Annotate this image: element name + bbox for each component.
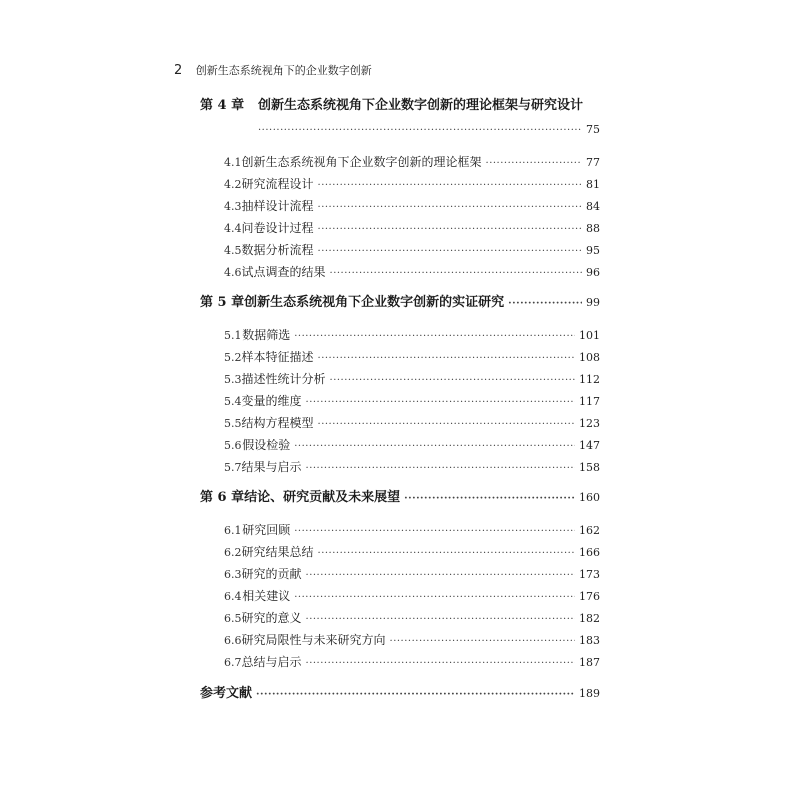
section-number: 6.7	[224, 656, 242, 669]
toc-entry[interactable]	[224, 437, 600, 455]
toc-entry[interactable]	[224, 327, 600, 345]
chapter-5-heading[interactable]	[200, 295, 600, 312]
references-entry[interactable]	[200, 686, 600, 703]
section-page: 96	[586, 266, 600, 279]
references-title: 参考文献	[200, 686, 253, 701]
section-page: 173	[579, 568, 600, 581]
section-number: 6.3	[224, 568, 242, 581]
toc-entry[interactable]	[224, 349, 600, 367]
section-page: 187	[579, 656, 600, 669]
leader-dots	[294, 590, 575, 606]
toc-entry[interactable]	[224, 242, 600, 260]
leader-dots	[404, 491, 575, 507]
section-title: 数据分析流程	[241, 243, 314, 257]
section-page: 112	[579, 373, 600, 386]
section-title: 抽样设计流程	[241, 199, 314, 213]
section-page: 158	[579, 461, 600, 474]
toc-entry[interactable]	[224, 544, 600, 562]
chapter-title: 结论、研究贡献及未来展望	[244, 490, 401, 505]
section-page: 123	[579, 417, 600, 430]
section-number: 6.2	[224, 546, 242, 559]
chapter-6-heading[interactable]	[200, 490, 600, 507]
section-title: 样本特征描述	[241, 350, 314, 364]
section-page: 84	[586, 200, 600, 213]
leader-dots	[330, 266, 582, 282]
leader-dots	[256, 687, 575, 703]
section-title: 研究流程设计	[241, 177, 314, 191]
section-number: 4.3	[224, 200, 242, 213]
toc-entry[interactable]	[224, 198, 600, 216]
section-number: 5.2	[224, 351, 242, 364]
leader-dots	[318, 244, 582, 260]
toc-entry[interactable]	[224, 371, 600, 389]
section-title: 结构方程模型	[241, 416, 314, 430]
section-title: 研究回顾	[242, 523, 291, 537]
section-title: 变量的维度	[241, 394, 302, 408]
chapter-label: 第 4 章	[200, 98, 245, 113]
section-title: 结果与启示	[241, 460, 302, 474]
leader-dots	[318, 417, 575, 433]
leader-dots	[306, 395, 575, 411]
section-title: 数据筛选	[242, 328, 291, 342]
section-number: 4.5	[224, 244, 242, 257]
chapter-title: 创新生态系统视角下企业数字创新的理论框架与研究设计	[258, 98, 584, 113]
toc-entry[interactable]	[224, 610, 600, 628]
section-number: 5.1	[224, 329, 242, 342]
chapter-page: 75	[586, 123, 600, 136]
section-number: 4.2	[224, 178, 242, 191]
section-page: 88	[586, 222, 600, 235]
section-page: 117	[579, 395, 600, 408]
section-page: 183	[579, 634, 600, 647]
leader-dots	[318, 178, 582, 194]
leader-dots	[294, 439, 575, 455]
section-title: 研究的贡献	[241, 567, 302, 581]
toc-entry[interactable]	[224, 393, 600, 411]
chapter-page: 99	[586, 296, 600, 309]
section-page: 162	[579, 524, 600, 537]
section-page: 81	[586, 178, 600, 191]
chapter-4-heading[interactable]	[200, 98, 600, 114]
section-page: 166	[579, 546, 600, 559]
leader-dots	[508, 296, 582, 312]
chapter-label: 第 5 章	[200, 295, 245, 310]
running-header	[174, 62, 372, 78]
leader-dots	[486, 156, 582, 172]
leader-dots	[318, 222, 582, 238]
section-number: 4.6	[224, 266, 242, 279]
toc-entry[interactable]	[224, 522, 600, 540]
running-title: 创新生态系统视角下的企业数字创新	[195, 64, 372, 77]
toc-entry[interactable]	[224, 588, 600, 606]
toc-entry[interactable]	[224, 154, 600, 172]
section-title: 试点调查的结果	[241, 265, 326, 279]
section-title: 描述性统计分析	[241, 372, 326, 386]
section-number: 5.6	[224, 439, 242, 452]
toc-entry[interactable]	[224, 264, 600, 282]
leader-dots	[294, 329, 575, 345]
section-page: 176	[579, 590, 600, 603]
toc-entry[interactable]	[224, 220, 600, 238]
leader-dots	[390, 634, 575, 650]
section-title: 研究结果总结	[241, 545, 314, 559]
leader-dots	[306, 612, 575, 628]
section-page: 101	[579, 329, 600, 342]
chapter-4-page-line[interactable]	[258, 122, 600, 139]
leader-dots	[318, 351, 575, 367]
leader-dots	[294, 524, 575, 540]
section-number: 6.4	[224, 590, 242, 603]
section-title: 研究局限性与未来研究方向	[241, 633, 386, 647]
section-number: 6.6	[224, 634, 242, 647]
leader-dots	[330, 373, 575, 389]
section-page: 95	[586, 244, 600, 257]
toc-entry[interactable]	[224, 459, 600, 477]
leader-dots	[306, 568, 575, 584]
section-page: 108	[579, 351, 600, 364]
section-page: 77	[586, 156, 600, 169]
section-title: 问卷设计过程	[241, 221, 314, 235]
section-number: 6.5	[224, 612, 242, 625]
page-number: 2	[174, 63, 183, 78]
toc-entry[interactable]	[224, 654, 600, 672]
leader-dots	[306, 461, 575, 477]
leader-dots	[318, 546, 575, 562]
leader-dots	[318, 200, 582, 216]
leader-dots	[306, 656, 575, 672]
section-number: 5.3	[224, 373, 242, 386]
leader-dots	[258, 123, 582, 139]
section-number: 5.7	[224, 461, 242, 474]
toc-entry[interactable]	[224, 566, 600, 584]
section-title: 总结与启示	[241, 655, 302, 669]
toc-entry[interactable]	[224, 632, 600, 650]
section-number: 6.1	[224, 524, 242, 537]
section-title: 研究的意义	[241, 611, 302, 625]
section-number: 5.4	[224, 395, 242, 408]
section-number: 4.4	[224, 222, 242, 235]
section-page: 147	[579, 439, 600, 452]
chapter-title: 创新生态系统视角下企业数字创新的实证研究	[244, 295, 505, 310]
section-title: 假设检验	[242, 438, 291, 452]
section-page: 182	[579, 612, 600, 625]
chapter-label: 第 6 章	[200, 490, 245, 505]
section-title: 创新生态系统视角下企业数字创新的理论框架	[241, 155, 482, 169]
toc-entry[interactable]	[224, 176, 600, 194]
section-number: 5.5	[224, 417, 242, 430]
chapter-page: 160	[579, 491, 600, 504]
references-page: 189	[579, 687, 600, 700]
toc-entry[interactable]	[224, 415, 600, 433]
section-title: 相关建议	[242, 589, 291, 603]
section-number: 4.1	[224, 156, 242, 169]
